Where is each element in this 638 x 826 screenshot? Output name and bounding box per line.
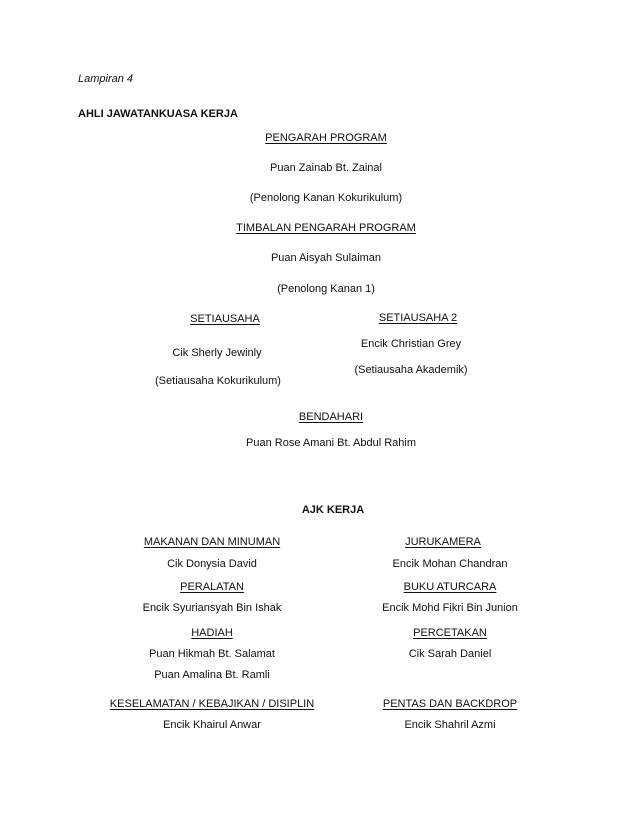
bendahari-name: Puan Rose Amani Bt. Abdul Rahim bbox=[246, 437, 416, 449]
pentas-name: Encik Shahril Azmi bbox=[404, 719, 496, 731]
keselamatan-heading: KESELAMATAN / KEBAJIKAN / DISIPLIN bbox=[109, 698, 315, 710]
document-title: AHLI JAWATANKUASA KERJA bbox=[78, 108, 238, 120]
setiausaha-heading: SETIAUSAHA bbox=[190, 313, 260, 325]
setiausaha2-heading: SETIAUSAHA 2 bbox=[378, 312, 458, 324]
bendahari-heading: BENDAHARI bbox=[298, 411, 364, 423]
pentas-heading: PENTAS DAN BACKDROP bbox=[382, 698, 518, 710]
peralatan-name: Encik Syuriansyah Bin Ishak bbox=[142, 602, 282, 614]
percetakan-heading: PERCETAKAN bbox=[413, 627, 487, 639]
keselamatan-name: Encik Khairul Anwar bbox=[163, 719, 261, 731]
lampiran-label: Lampiran 4 bbox=[78, 73, 134, 85]
setiausaha2-role: (Setiausaha Akademik) bbox=[354, 364, 468, 376]
jurukamera-name: Encik Mohan Chandran bbox=[392, 558, 508, 570]
timbalan-name: Puan Aisyah Sulaiman bbox=[270, 252, 382, 264]
pengarah-role: (Penolong Kanan Kokurikulum) bbox=[249, 192, 403, 204]
ajk-heading: AJK KERJA bbox=[301, 504, 365, 516]
pengarah-heading: PENGARAH PROGRAM bbox=[265, 132, 387, 144]
hadiah-name-2: Puan Amalina Bt. Ramli bbox=[154, 669, 270, 681]
pengarah-name: Puan Zainab Bt. Zainal bbox=[270, 162, 382, 174]
setiausaha-name: Cik Sherly Jewinly bbox=[172, 347, 262, 359]
timbalan-role: (Penolong Kanan 1) bbox=[277, 283, 375, 295]
setiausaha-role: (Setiausaha Kokurikulum) bbox=[155, 375, 281, 387]
peralatan-heading: PERALATAN bbox=[180, 581, 244, 593]
hadiah-name-1: Puan Hikmah Bt. Salamat bbox=[149, 648, 275, 660]
hadiah-heading: HADIAH bbox=[191, 627, 233, 639]
percetakan-name: Cik Sarah Daniel bbox=[408, 648, 492, 660]
makanan-name: Cik Donysia David bbox=[167, 558, 257, 570]
makanan-heading: MAKANAN DAN MINUMAN bbox=[143, 536, 281, 548]
buku-heading: BUKU ATURCARA bbox=[403, 581, 497, 593]
jurukamera-heading: JURUKAMERA bbox=[405, 536, 481, 548]
buku-name: Encik Mohd Fikri Bin Junion bbox=[382, 602, 518, 614]
timbalan-heading: TIMBALAN PENGARAH PROGRAM bbox=[236, 222, 416, 234]
setiausaha2-name: Encik Christian Grey bbox=[360, 338, 462, 350]
